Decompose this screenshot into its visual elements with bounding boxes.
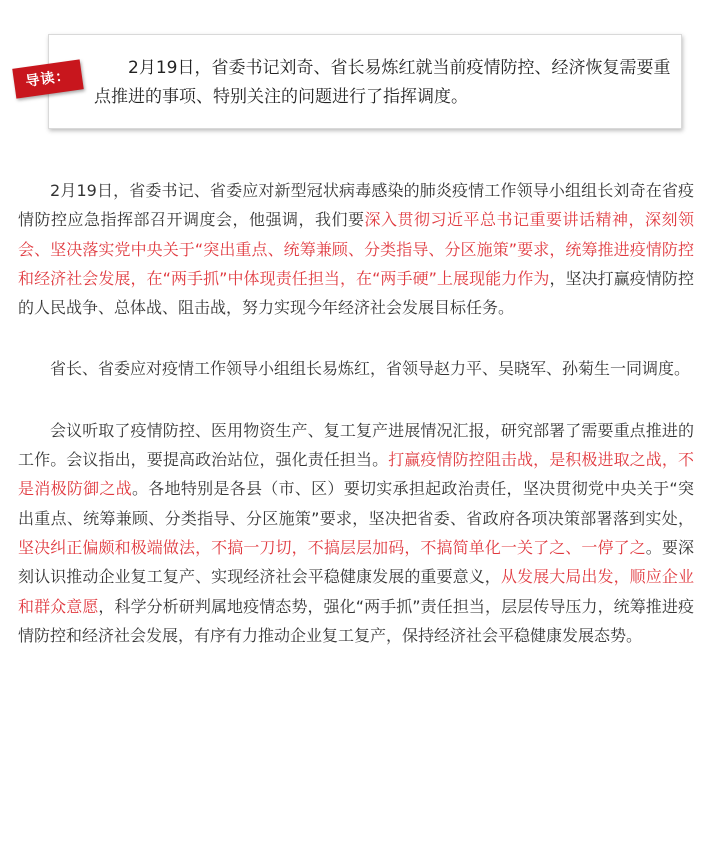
intro-box — [48, 34, 682, 129]
intro-badge: 导读： — [12, 59, 84, 98]
article-body — [18, 176, 694, 650]
paragraph-3-text-2: 。各地特别是各县（市、区）要切实承担起政治责任，坚决贯彻党中央关于“突出重点、统筹兼顾、分类指导、分区施策”要求，坚决把省委、省政府各项决策部署落到实处， — [18, 479, 694, 528]
paragraph-1-text-2: ，坚决打赢疫情防控的人民战争、总体战、阻击战，努力实现今年经济社会发展目标任务。 — [18, 268, 694, 318]
paragraph-3-highlight-2: 坚决纠正偏颇和极端做法，不搞一刀切，不搞层层加码，不搞简单化一关了之、一停了之 — [18, 537, 646, 557]
paragraph-3-highlight-1: 打赢疫情防控阻击战，是积极进取之战，不是消极防御之战 — [18, 450, 694, 499]
paragraph-1-highlight-1: 深入贯彻习近平总书记重要讲话精神，深刻领会、坚决落实党中央关于“突出重点、统筹兼顾、分类指导、分区施策”要求，统筹推进疫情防控和经济社会发展，在“两手抓”中体现责任担当，在“两手硬”上展现能力作为 — [18, 210, 694, 288]
paragraph-3 — [18, 416, 694, 650]
paragraph-3-text-3: 。要深刻认识推动企业复工复产、实现经济社会平稳健康发展的重要意义， — [18, 537, 694, 587]
intro-text: 2月19日，省委书记刘奇、省长易炼红就当前疫情防控、经济恢复需要重点推进的事项、特别关注的问题进行了指挥调度。 — [94, 58, 671, 107]
paragraph-3-text-4: ，科学分析研判属地疫情态势，强化“两手抓”责任担当，层层传导压力，统筹推进疫情防控和经济社会发展，有序有力推动企业复工复产，保持经济社会平稳健康发展态势。 — [18, 596, 694, 645]
paragraph-1-text-1: 2月19日，省委书记、省委应对新型冠状病毒感染的肺炎疫情工作领导小组组长刘奇在省疫情防控应急指挥部召开调度会，他强调，我们要 — [18, 181, 694, 230]
paragraph-1 — [18, 176, 694, 322]
paragraph-2 — [18, 354, 694, 383]
paragraph-3-highlight-3: 从发展大局出发，顺应企业和群众意愿 — [18, 567, 694, 616]
paragraph-3-text-1: 会议听取了疫情防控、医用物资生产、复工复产进展情况汇报，研究部署了需要重点推进的工作。会议指出，要提高政治站位，强化责任担当。 — [18, 420, 694, 470]
paragraph-2-text-1: 省长、省委应对疫情工作领导小组组长易炼红，省领导赵力平、吴晓军、孙菊生一同调度。 — [50, 359, 691, 379]
